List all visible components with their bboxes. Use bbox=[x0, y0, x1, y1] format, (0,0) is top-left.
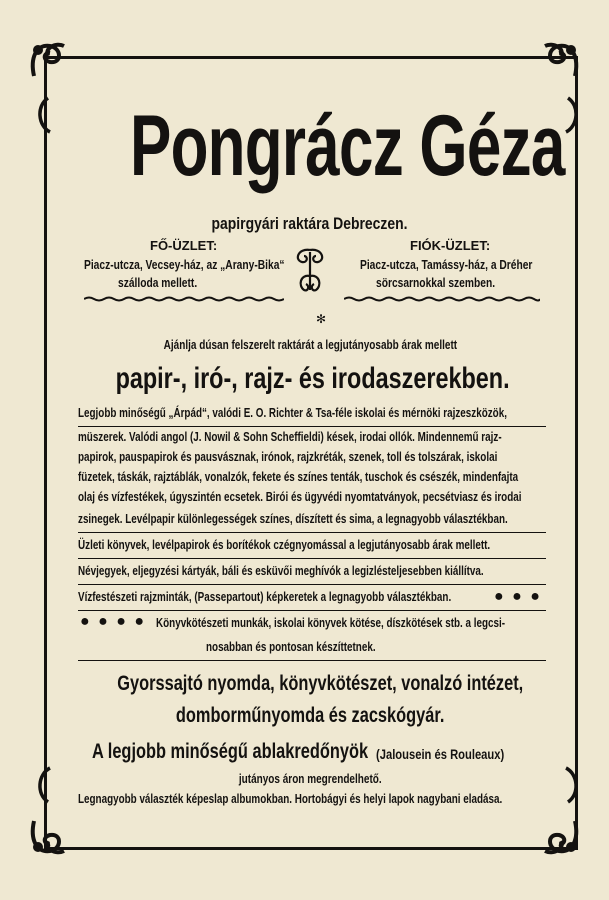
shutter-order-note: jutányos áron megrendelhető. bbox=[238, 772, 382, 786]
center-scroll-ornament bbox=[288, 246, 332, 310]
branch-store-address: Piacz-utcza, Tamássy-ház, a Dréher bbox=[360, 258, 533, 272]
row-divider bbox=[78, 558, 546, 559]
wavy-divider-right bbox=[344, 296, 540, 302]
company-name-title: Pongrácz Géza bbox=[130, 98, 565, 194]
bullet-dots-right: ● ● ● bbox=[494, 588, 542, 605]
branch-store-heading: FIÓK-ÜZLET: bbox=[410, 238, 491, 253]
corner-ornament-top-left bbox=[26, 38, 72, 84]
wavy-divider-left bbox=[84, 296, 284, 302]
shutter-types: (Jalousein és Rouleaux) bbox=[376, 746, 505, 762]
body-row: Legjobb minőségű „Árpád“, valódi E. O. Richter & Tsa-féle iskolai és mérnöki rajzeszközök, bbox=[78, 406, 507, 420]
company-subtitle: papirgyári raktára Debreczen. bbox=[211, 214, 409, 233]
main-store-location: szálloda mellett. bbox=[118, 276, 198, 290]
shutter-headline: A legjobb minőségű ablakredőnyök bbox=[92, 740, 369, 763]
side-curl-ornament bbox=[34, 764, 56, 804]
body-row: Könyvkötészeti munkák, iskolai könyvek kötése, díszkötések stb. a legcsi- bbox=[156, 616, 506, 630]
ornament-star: ✻ bbox=[316, 312, 327, 326]
body-row: Névjegyek, eljegyzési kártyák, báli és esküvői meghívók a legizlésteljesebben kiállítva. bbox=[78, 564, 484, 578]
branch-store-location: sörcsarnokkal szemben. bbox=[376, 276, 496, 290]
print-services-line: Gyorssajtó nyomda, könyvkötészet, vonalzó intézet, bbox=[117, 672, 524, 695]
main-store-heading: FŐ-ÜZLET: bbox=[150, 238, 218, 253]
row-divider bbox=[78, 610, 546, 611]
body-row: Üzleti könyvek, levélpapirok és borítékok czégnyomással a legjutányosabb árak mellett. bbox=[78, 538, 491, 552]
offer-intro-line: Ajánlja dúsan felszerelt raktárát a legjutányosabb árak mellett bbox=[163, 338, 457, 352]
corner-ornament-top-right bbox=[537, 38, 583, 84]
row-divider bbox=[78, 660, 546, 661]
body-row: nosabban és pontosan készíttetnek. bbox=[206, 640, 376, 654]
body-row: zsinegek. Levélpapir különlegességek színes, díszített és sima, a legnagyobb választékban. bbox=[78, 512, 508, 526]
corner-ornament-bottom-left bbox=[26, 813, 72, 859]
postcard-line: Legnagyobb választék képeslap albumokban. Hortobágyi és helyi lapok nagybani eladása. bbox=[78, 792, 503, 806]
body-row: füzetek, táskák, rajztáblák, vonalzók, fekete és színes tenták, tuschok és csészék, mindenfajta bbox=[78, 470, 519, 484]
row-divider bbox=[78, 532, 546, 533]
corner-ornament-bottom-right bbox=[537, 813, 583, 859]
offer-headline: papir-, iró-, rajz- és irodaszerekben. bbox=[115, 362, 510, 395]
row-divider bbox=[78, 584, 546, 585]
bullet-dots-left: ● ● ● ● bbox=[80, 613, 146, 630]
print-services-line-2: domborműnyomda és zacskógyár. bbox=[175, 704, 445, 727]
body-row: Vízfestészeti rajzminták, (Passepartout) képkeretek a legnagyobb választékban. bbox=[78, 590, 452, 604]
side-curl-ornament bbox=[34, 96, 56, 136]
body-row: olaj és vízfestékek, úgyszintén ecsetek. Birói és ügyvédi nyomtatványok, pecsétviasz és irodai bbox=[78, 490, 522, 504]
body-row: papirok, pauspapirok és pausvásznak, irónok, rajzkréták, szenek, toll és tolszárak, iskolai bbox=[78, 450, 498, 464]
body-row: müszerek. Valódi angol (J. Nowil & Sohn Scheffieldi) kések, irodai ollók. Mindennemű rajz- bbox=[78, 430, 502, 444]
main-store-address: Piacz-utcza, Vecsey-ház, az „Arany-Bika“ bbox=[84, 258, 285, 272]
row-divider bbox=[78, 426, 546, 427]
